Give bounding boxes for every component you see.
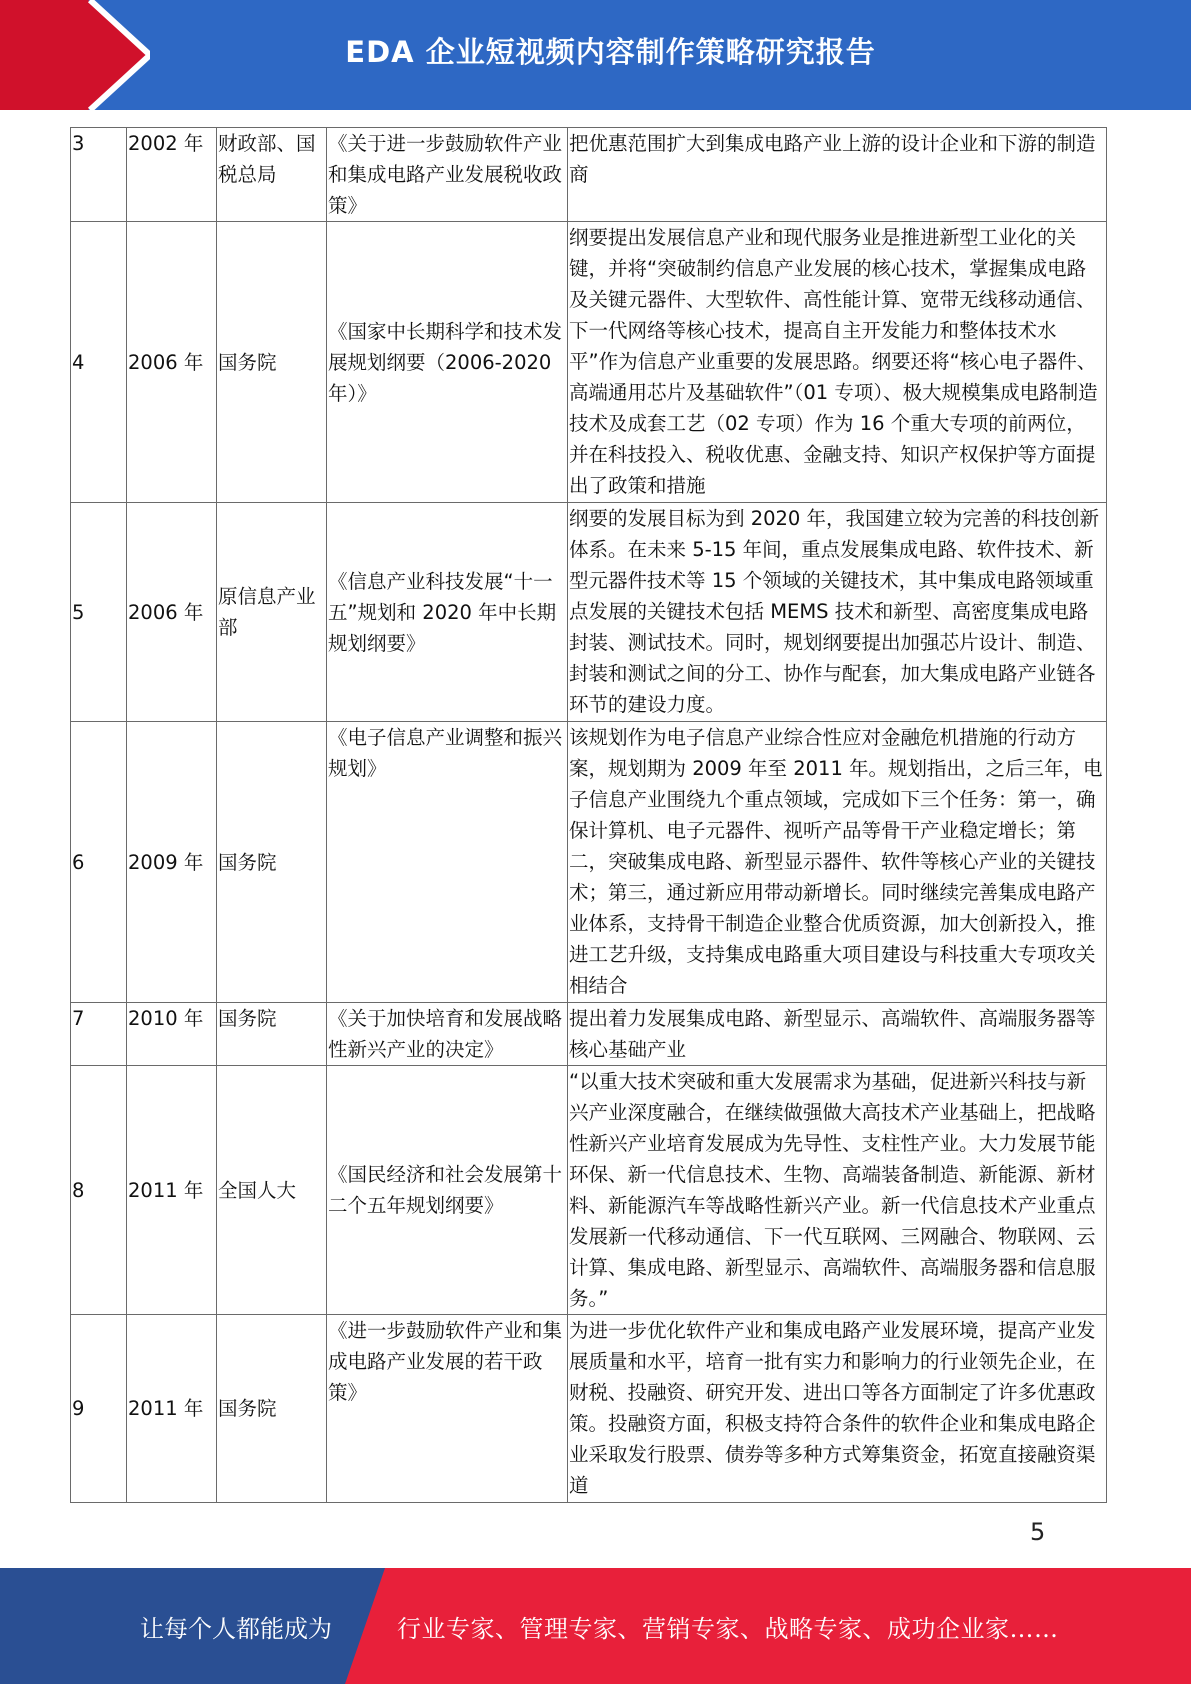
table-row xyxy=(71,222,1107,503)
row-issuer: 国务院 xyxy=(217,1003,327,1066)
table-row xyxy=(71,1003,1107,1066)
row-document: 《进一步鼓励软件产业和集成电路产业发展的若干政策》 xyxy=(327,1315,568,1503)
row-document: 《国家中长期科学和技术发展规划纲要（2006-2020 年）》 xyxy=(327,222,568,503)
page-number: 5 xyxy=(1030,1518,1046,1546)
row-issuer: 全国人大 xyxy=(217,1066,327,1315)
row-description: “以重大技术突破和重大发展需求为基础，促进新兴科技与新兴产业深度融合，在继续做强做大高技术产业基础上，把战略性新兴产业培育发展成为先导性、支柱性产业。大力发展节能环保、新一代信息技术、生物、高端装备制造、新能源、新材料、新能源汽车等战略性新兴产业。新一代信息技术产业重点发展新一代移动通信、下一代互联网、三网融合、物联网、云计算、集成电路、新型显示、高端软件、高端服务器和信息服务。” xyxy=(568,1066,1107,1315)
table-row xyxy=(71,1066,1107,1315)
row-number: 7 xyxy=(71,1003,127,1066)
report-title: EDA 企业短视频内容制作策略研究报告 xyxy=(345,34,876,69)
row-number: 4 xyxy=(71,222,127,503)
row-document: 《信息产业科技发展“十一五”规划和 2020 年中长期规划纲要》 xyxy=(327,503,568,722)
row-issuer: 财政部、国税总局 xyxy=(217,128,327,222)
table-row xyxy=(71,128,1107,222)
row-issuer: 国务院 xyxy=(217,222,327,503)
row-number: 5 xyxy=(71,503,127,722)
footer-slogan-right: 行业专家、管理专家、营销专家、战略专家、成功企业家…… xyxy=(397,1614,1059,1643)
row-description: 为进一步优化软件产业和集成电路产业发展环境，提高产业发展质量和水平，培育一批有实力和影响力的行业领先企业，在财税、投融资、研究开发、进出口等各方面制定了许多优惠政策。投融资方面，积极支持符合条件的软件企业和集成电路企业采取发行股票、债券等多种方式筹集资金，拓宽直接融资渠道 xyxy=(568,1315,1107,1503)
row-year: 2011 年 xyxy=(127,1066,217,1315)
row-description: 提出着力发展集成电路、新型显示、高端软件、高端服务器等核心基础产业 xyxy=(568,1003,1107,1066)
row-document: 《国民经济和社会发展第十二个五年规划纲要》 xyxy=(327,1066,568,1315)
row-number: 3 xyxy=(71,128,127,222)
row-number: 9 xyxy=(71,1315,127,1503)
row-number: 6 xyxy=(71,722,127,1003)
row-number: 8 xyxy=(71,1066,127,1315)
row-year: 2002 年 xyxy=(127,128,217,222)
table-row xyxy=(71,1315,1107,1503)
row-description: 纲要的发展目标为到 2020 年，我国建立较为完善的科技创新体系。在未来 5-15 年间，重点发展集成电路、软件技术、新型元器件技术等 15 个领域的关键技术，其中集成电路领域重点发展的关键技术包括 MEMS 技术和新型、高密度集成电路封装、测试技术。同时，规划纲要提出加强芯片设计、制造、封装和测试之间的分工、协作与配套，加大集成电路产业链各环节的建设力度。 xyxy=(568,503,1107,722)
footer-slogan-left: 让每个人都能成为 xyxy=(140,1614,332,1643)
page-header xyxy=(0,0,1191,110)
row-year: 2010 年 xyxy=(127,1003,217,1066)
row-document: 《关于加快培育和发展战略性新兴产业的决定》 xyxy=(327,1003,568,1066)
row-issuer: 原信息产业部 xyxy=(217,503,327,722)
row-issuer: 国务院 xyxy=(217,1315,327,1503)
row-issuer: 国务院 xyxy=(217,722,327,1003)
page-footer xyxy=(0,1568,1191,1684)
row-description: 该规划作为电子信息产业综合性应对金融危机措施的行动方案，规划期为 2009 年至 2011 年。规划指出，之后三年，电子信息产业围绕九个重点领域，完成如下三个任务：第一，确保计算机、电子元器件、视听产品等骨干产业稳定增长；第二，突破集成电路、新型显示器件、软件等核心产业的关键技术；第三，通过新应用带动新增长。同时继续完善集成电路产业体系，支持骨干制造企业整合优质资源，加大创新投入，推进工艺升级，支持集成电路重大项目建设与科技重大专项攻关相结合 xyxy=(568,722,1107,1003)
row-document: 《电子信息产业调整和振兴规划》 xyxy=(327,722,568,1003)
row-year: 2006 年 xyxy=(127,222,217,503)
row-year: 2006 年 xyxy=(127,503,217,722)
row-year: 2009 年 xyxy=(127,722,217,1003)
policy-table xyxy=(70,127,1107,1503)
header-red-arrow-graphic xyxy=(0,0,150,110)
row-description: 纲要提出发展信息产业和现代服务业是推进新型工业化的关键，并将“突破制约信息产业发展的核心技术，掌握集成电路及关键元器件、大型软件、高性能计算、宽带无线移动通信、下一代网络等核心技术，提高自主开发能力和整体技术水平”作为信息产业重要的发展思路。纲要还将“核心电子器件、高端通用芯片及基础软件”（01 专项）、极大规模集成电路制造技术及成套工艺（02 专项）作为 16 个重大专项的前两位，并在科技投入、税收优惠、金融支持、知识产权保护等方面提出了政策和措施 xyxy=(568,222,1107,503)
table-row xyxy=(71,503,1107,722)
row-document: 《关于进一步鼓励软件产业和集成电路产业发展税收政策》 xyxy=(327,128,568,222)
row-description: 把优惠范围扩大到集成电路产业上游的设计企业和下游的制造商 xyxy=(568,128,1107,222)
table-row xyxy=(71,722,1107,1003)
row-year: 2011 年 xyxy=(127,1315,217,1503)
